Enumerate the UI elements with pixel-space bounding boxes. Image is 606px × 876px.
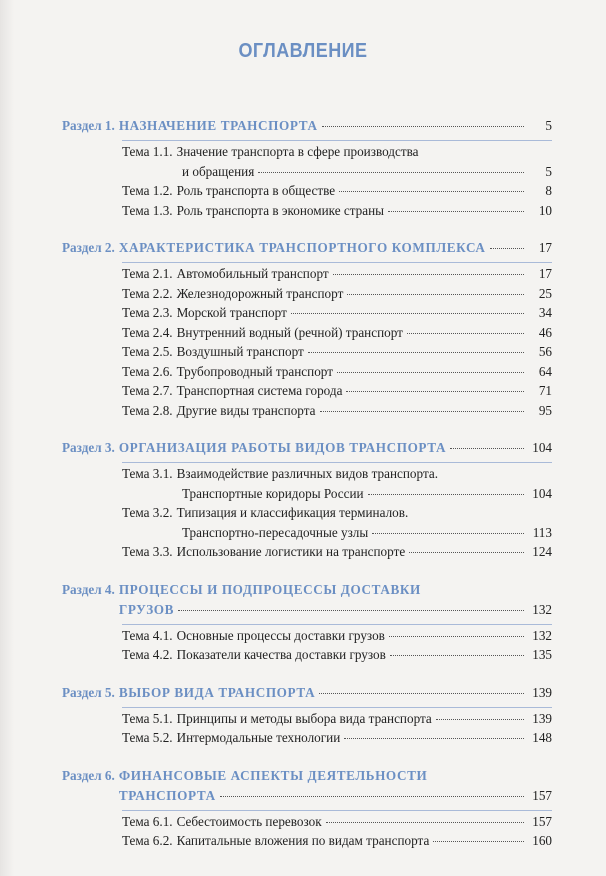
section-title: ФИНАНСОВЫЕ АСПЕКТЫ ДЕЯТЕЛЬНОСТИ bbox=[118, 767, 428, 783]
toc-section-row[interactable] bbox=[62, 118, 552, 138]
section-title: ПРОЦЕССЫ И ПОДПРОЦЕССЫ ДОСТАВКИ bbox=[118, 581, 421, 597]
section-page-number: 17 bbox=[538, 240, 552, 255]
topic-label: Тема 4.2. bbox=[122, 647, 173, 662]
section-title-continued: ТРАНСПОРТА bbox=[118, 787, 216, 803]
section-divider bbox=[122, 140, 552, 141]
toc-topic-row[interactable] bbox=[62, 183, 552, 203]
dot-leader bbox=[258, 172, 524, 173]
toc-topic-row[interactable] bbox=[62, 730, 552, 750]
section-page-number: 139 bbox=[532, 684, 552, 700]
section-title: ВЫБОР ВИДА ТРАНСПОРТА bbox=[118, 684, 316, 700]
section-divider bbox=[122, 810, 552, 811]
topic-label: Тема 4.1. bbox=[122, 627, 173, 643]
topic-page-number: 135 bbox=[532, 647, 552, 662]
toc-topic-row[interactable] bbox=[62, 383, 552, 403]
topic-title: Капитальные вложения по видам транспорта bbox=[176, 833, 430, 848]
topic-title: Внутренний водный (речной) транспорт bbox=[176, 324, 403, 340]
toc-topic-row[interactable] bbox=[62, 466, 552, 486]
topic-label: Тема 3.1. bbox=[122, 466, 173, 481]
topic-label: Тема 2.2. bbox=[122, 285, 173, 301]
topic-label: Тема 2.3. bbox=[122, 305, 173, 320]
dot-leader bbox=[337, 372, 524, 373]
topic-title: Железнодорожный транспорт bbox=[176, 285, 344, 301]
toc-topic-row[interactable] bbox=[62, 814, 552, 834]
topic-title: Значение транспорта в сфере производства bbox=[176, 144, 419, 159]
toc-topic-row[interactable] bbox=[62, 505, 552, 525]
toc-topic-row[interactable] bbox=[62, 266, 552, 286]
toc-topic-row-continued[interactable] bbox=[62, 525, 552, 545]
topic-title: Интермодальные технологии bbox=[176, 730, 341, 745]
section-divider bbox=[122, 624, 552, 625]
dot-leader bbox=[319, 693, 524, 694]
toc-section-row[interactable] bbox=[62, 240, 552, 260]
topic-title: Воздушный транспорт bbox=[176, 344, 304, 359]
dot-leader bbox=[372, 533, 524, 534]
dot-leader bbox=[220, 796, 524, 797]
dot-leader bbox=[346, 391, 524, 392]
topic-page-number: 157 bbox=[532, 813, 552, 829]
topic-page-number: 17 bbox=[538, 266, 552, 281]
toc-topic-row[interactable] bbox=[62, 364, 552, 384]
topic-label: Тема 1.2. bbox=[122, 183, 173, 198]
section-title-continued: ГРУЗОВ bbox=[118, 601, 175, 617]
topic-title-continued: Транспортно-пересадочные узлы bbox=[182, 524, 369, 540]
topic-page-number: 34 bbox=[538, 305, 552, 320]
dot-leader bbox=[291, 313, 524, 314]
topic-title: Использование логистики на транспорте bbox=[176, 544, 406, 559]
dot-leader bbox=[322, 126, 524, 127]
topic-title: Основные процессы доставки грузов bbox=[176, 627, 385, 643]
topic-title: Трубопроводный транспорт bbox=[176, 363, 333, 379]
toc-section-row[interactable] bbox=[62, 685, 552, 705]
dot-leader bbox=[450, 448, 524, 449]
section-label: Раздел 2. bbox=[62, 240, 115, 255]
section-title: ОРГАНИЗАЦИЯ РАБОТЫ ВИДОВ ТРАНСПОРТА bbox=[118, 440, 447, 455]
dot-leader bbox=[333, 274, 524, 275]
topic-page-number: 148 bbox=[532, 730, 552, 745]
topic-title: Роль транспорта в экономике страны bbox=[176, 202, 385, 218]
topic-label: Тема 2.1. bbox=[122, 266, 173, 281]
table-of-contents bbox=[62, 118, 552, 853]
dot-leader bbox=[407, 333, 524, 334]
topic-label: Тема 1.1. bbox=[122, 144, 173, 159]
toc-section-row[interactable] bbox=[62, 768, 552, 788]
topic-label: Тема 2.4. bbox=[122, 324, 173, 340]
toc-topic-row[interactable] bbox=[62, 344, 552, 364]
toc-section-row[interactable] bbox=[62, 440, 552, 460]
dot-leader bbox=[326, 822, 524, 823]
dot-leader bbox=[308, 352, 524, 353]
section-page-number: 157 bbox=[532, 787, 552, 803]
topic-title: Транспортная система города bbox=[176, 383, 343, 398]
topic-page-number: 46 bbox=[538, 324, 552, 340]
section-divider bbox=[122, 707, 552, 708]
topic-title: Автомобильный транспорт bbox=[176, 266, 329, 281]
topic-title: Показатели качества доставки грузов bbox=[176, 647, 386, 662]
topic-page-number: 25 bbox=[538, 285, 552, 301]
dot-leader bbox=[339, 191, 524, 192]
topic-label: Тема 3.2. bbox=[122, 505, 173, 520]
dot-leader bbox=[368, 494, 524, 495]
toc-topic-row[interactable] bbox=[62, 544, 552, 564]
dot-leader bbox=[320, 411, 524, 412]
dot-leader bbox=[490, 248, 524, 249]
dot-leader bbox=[388, 211, 524, 212]
section-page-number: 5 bbox=[545, 118, 552, 133]
section-divider bbox=[122, 262, 552, 263]
topic-label: Тема 6.2. bbox=[122, 833, 173, 848]
section-title: ХАРАКТЕРИСТИКА ТРАНСПОРТНОГО КОМПЛЕКСА bbox=[118, 240, 486, 255]
toc-topic-row[interactable] bbox=[62, 203, 552, 223]
toc-section-row-continued[interactable] bbox=[62, 602, 552, 622]
dot-leader bbox=[409, 552, 524, 553]
topic-title: Морской транспорт bbox=[176, 305, 287, 320]
section-title: НАЗНАЧЕНИЕ ТРАНСПОРТА bbox=[118, 118, 318, 133]
topic-title-continued: Транспортные коридоры России bbox=[182, 485, 364, 501]
page-title: ОГЛАВЛЕНИЕ bbox=[238, 40, 368, 62]
topic-page-number: 95 bbox=[538, 402, 552, 418]
topic-title: Типизация и классификация терминалов. bbox=[176, 505, 409, 520]
toc-topic-row[interactable] bbox=[62, 305, 552, 325]
dot-leader bbox=[390, 655, 524, 656]
section-label: Раздел 5. bbox=[62, 684, 115, 700]
topic-label: Тема 2.8. bbox=[122, 402, 173, 418]
topic-page-number: 104 bbox=[532, 485, 552, 501]
page-spine-shadow bbox=[0, 0, 14, 876]
topic-title: Другие виды транспорта bbox=[176, 402, 316, 418]
topic-label: Тема 5.2. bbox=[122, 730, 173, 745]
dot-leader bbox=[389, 636, 524, 637]
section-page-number: 132 bbox=[532, 601, 552, 617]
topic-title-continued: и обращения bbox=[182, 163, 255, 179]
topic-page-number: 5 bbox=[545, 163, 552, 179]
topic-label: Тема 6.1. bbox=[122, 813, 173, 829]
topic-page-number: 64 bbox=[538, 363, 552, 379]
toc-topic-row-continued[interactable] bbox=[62, 164, 552, 184]
topic-title: Роль транспорта в обществе bbox=[176, 183, 336, 198]
topic-label: Тема 3.3. bbox=[122, 544, 173, 559]
topic-page-number: 8 bbox=[545, 183, 552, 198]
section-label: Раздел 3. bbox=[62, 440, 115, 455]
topic-title: Себестоимость перевозок bbox=[176, 813, 322, 829]
toc-topic-row-continued[interactable] bbox=[62, 486, 552, 506]
topic-label: Тема 2.5. bbox=[122, 344, 173, 359]
toc-topic-row[interactable] bbox=[62, 144, 552, 164]
topic-title: Принципы и методы выбора вида транспорта bbox=[176, 710, 432, 726]
topic-page-number: 71 bbox=[538, 383, 552, 398]
toc-topic-row[interactable] bbox=[62, 628, 552, 648]
topic-page-number: 132 bbox=[532, 627, 552, 643]
toc-topic-row[interactable] bbox=[62, 325, 552, 345]
dot-leader bbox=[347, 294, 524, 295]
section-divider bbox=[122, 462, 552, 463]
topic-page-number: 139 bbox=[532, 710, 552, 726]
toc-topic-row[interactable] bbox=[62, 286, 552, 306]
topic-label: Тема 1.3. bbox=[122, 202, 173, 218]
dot-leader bbox=[178, 610, 524, 611]
section-label: Раздел 6. bbox=[62, 767, 115, 783]
dot-leader bbox=[436, 719, 524, 720]
section-label: Раздел 1. bbox=[62, 118, 115, 133]
topic-label: Тема 2.6. bbox=[122, 363, 173, 379]
topic-page-number: 10 bbox=[538, 202, 552, 218]
toc-section-row[interactable] bbox=[62, 582, 552, 602]
toc-topic-row[interactable] bbox=[62, 403, 552, 423]
topic-page-number: 56 bbox=[538, 344, 552, 359]
topic-label: Тема 2.7. bbox=[122, 383, 173, 398]
toc-topic-row[interactable] bbox=[62, 647, 552, 667]
topic-label: Тема 5.1. bbox=[122, 710, 173, 726]
topic-title: Взаимодействие различных видов транспорта. bbox=[176, 466, 439, 481]
topic-page-number: 113 bbox=[532, 524, 552, 540]
dot-leader bbox=[344, 738, 524, 739]
toc-section-row-continued[interactable] bbox=[62, 788, 552, 808]
topic-page-number: 160 bbox=[532, 833, 552, 848]
toc-topic-row[interactable] bbox=[62, 711, 552, 731]
section-label: Раздел 4. bbox=[62, 581, 115, 597]
topic-page-number: 124 bbox=[532, 544, 552, 559]
dot-leader bbox=[433, 841, 524, 842]
section-page-number: 104 bbox=[532, 440, 552, 455]
toc-topic-row[interactable] bbox=[62, 833, 552, 853]
